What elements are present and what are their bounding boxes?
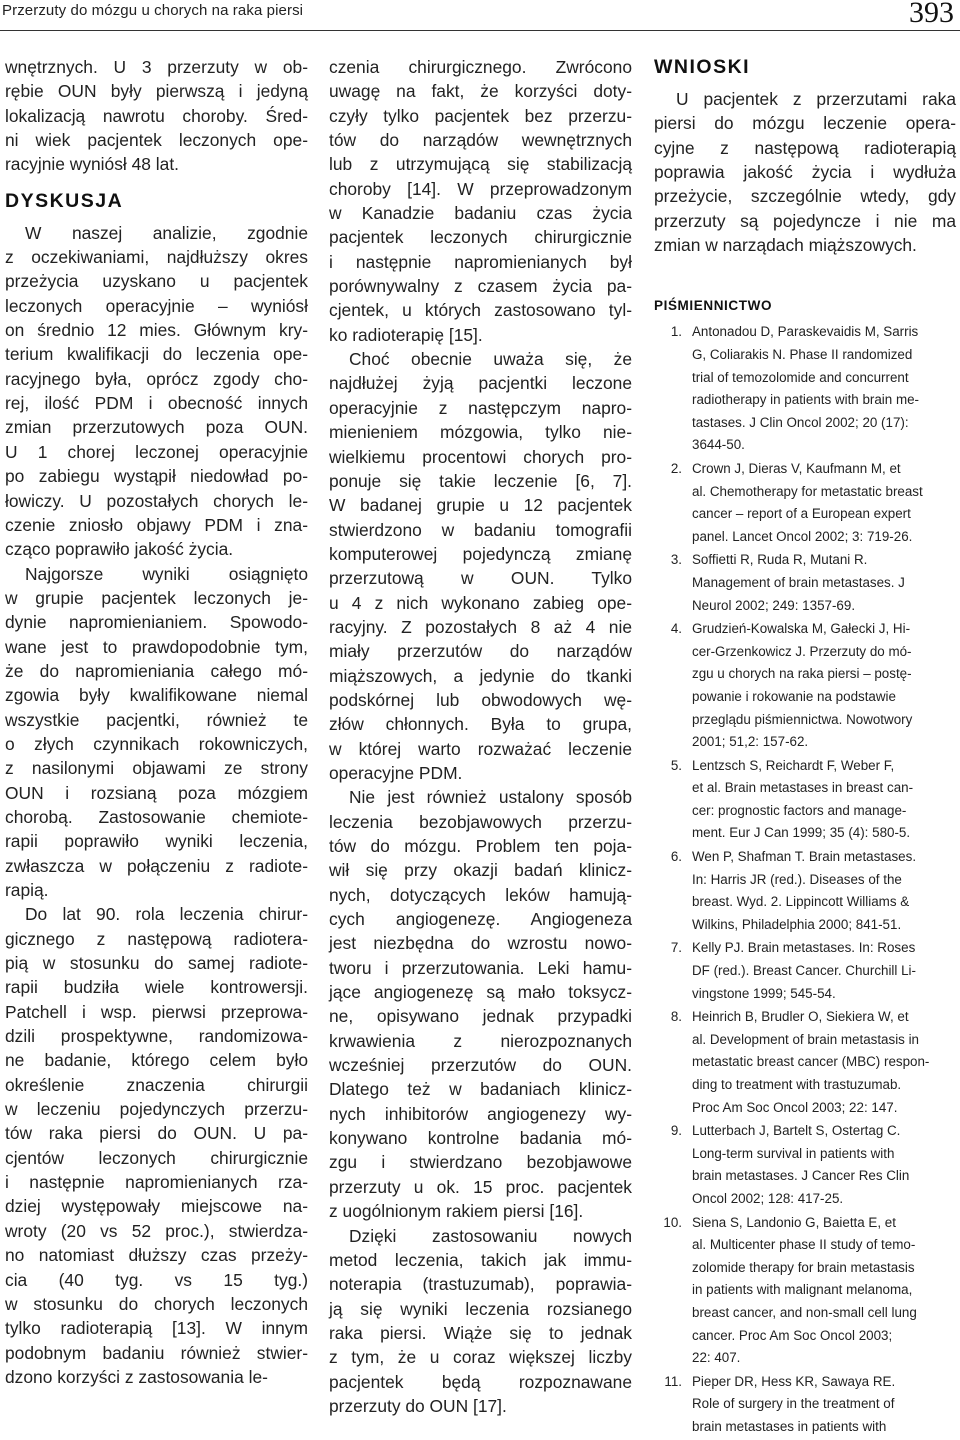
reference-number: 5.	[670, 757, 682, 773]
reference-line: et al. Brain metastases in breast can-	[692, 780, 914, 796]
section-heading-dyskusja: DYSKUSJA	[5, 189, 124, 212]
text-line: lub z utrzymującą się stabilizacją	[329, 154, 632, 175]
text-line: wszystkie pacjentki, również te	[5, 709, 308, 730]
text-line: określenie znaczenia chirurgii	[5, 1074, 308, 1095]
text-line: chorobą. Zastosowanie chemiote-	[5, 806, 308, 827]
reference-text	[682, 937, 956, 1005]
reference-number: 4.	[670, 621, 682, 637]
text-line: metod leczenia, takich jak immu-	[329, 1249, 632, 1270]
reference-line: G, Coliarakis N. Phase II randomized	[692, 347, 913, 362]
column-3	[654, 55, 956, 1440]
text-line: konywano kontrolne badania mó-	[329, 1128, 632, 1149]
text-line: Dlatego też w badaniach klinicz-	[329, 1079, 632, 1100]
text-line: wił się przy okazji badań klinicz-	[329, 860, 632, 881]
reference-list	[654, 321, 956, 1438]
reference-text	[682, 1371, 956, 1439]
reference-line: brain metastases in patients with	[692, 1418, 887, 1434]
text-line: jest niezbędna do wzrostu nowo-	[329, 933, 632, 954]
reference-item	[654, 1371, 956, 1439]
text-line: cia (40 tyg. vs 15 tyg.)	[5, 1269, 308, 1290]
reference-line: Crown J, Dieras V, Kaufmann M, et	[692, 460, 901, 476]
reference-line: cancer – report of a European expert	[692, 506, 911, 522]
text-line: leczenia bezobjawowych przerzu-	[329, 811, 632, 832]
text-line: czenie zniosło objawy PDM i zna-	[5, 514, 308, 535]
reference-line: przeglądu piśmiennictwa. Nowotwory	[692, 711, 913, 727]
text-line: ne, opisywano jednak przypadki	[329, 1006, 632, 1027]
text-line: miały przerzutów do narządów	[329, 641, 632, 662]
text-line: W naszej analizie, zgodnie	[25, 222, 308, 243]
reference-line: brain metastases. J Cancer Res Clin	[692, 1168, 910, 1184]
text-line: z uogólnionym rakiem piersi [16].	[329, 1201, 584, 1222]
text-line: wcześniej przerzutów do OUN.	[329, 1055, 632, 1076]
text-line: mienieniem mózgowia, tylko nie-	[329, 422, 632, 443]
text-line: zmian w narządach miąższowych.	[654, 235, 917, 256]
text-line: przerzuty są pojedyncze i nie ma	[654, 210, 956, 231]
text-line: pią w stosunku do samej radiote-	[5, 953, 308, 974]
text-line: dynie napromienianiem. Spowodo-	[5, 612, 308, 633]
text-line: racyjnego była, oprócz zgody cho-	[5, 368, 308, 389]
text-line: dzili prospektywne, randomizowa-	[5, 1026, 308, 1047]
text-line: cyjne z następową radioterapią	[654, 137, 956, 158]
column-2	[329, 55, 632, 1418]
text-line: przeżycia uzyskano u pacjentek	[5, 271, 308, 292]
text-line: z tym, że u coraz większej liczby	[329, 1347, 632, 1368]
reference-line: Grudzień-Kowalska M, Gałecki J, Hi-	[692, 621, 911, 637]
page-number: 393	[909, 0, 954, 29]
reference-text	[682, 1006, 956, 1119]
reference-line: Wilkins, Philadelphia 2000; 841-51.	[692, 916, 902, 932]
text-line: zmian przerzutowych poza OUN.	[5, 417, 308, 438]
text-line: łowiczy. U pozostałych chorych le-	[5, 490, 308, 511]
text-line: choroby [14]. W przeprowadzonym	[329, 178, 632, 199]
reference-line: panel. Lancet Oncol 2002; 3: 719-26.	[692, 528, 913, 544]
text-line: lokalizacją nawrotu choroby. Śred-	[5, 105, 308, 126]
reference-line: Long-term survival in patients with	[692, 1145, 895, 1161]
reference-line: trial of temozolomide and concurrent	[692, 369, 909, 385]
text-line: ni wiek pacjentek leczonych ope-	[5, 130, 308, 151]
text-line: rębie OUN były pierwszą i jedyną	[5, 81, 308, 102]
text-line: po zabiegu wystąpił niedowład po-	[5, 466, 308, 487]
reference-number: 7.	[670, 940, 682, 956]
reference-text	[682, 618, 956, 754]
text-line: dziej występowały miejscowe na-	[5, 1196, 308, 1217]
text-line: ponuje się takie leczenie [6, 7].	[329, 470, 632, 491]
references-heading: PIŚMIENNICTWO	[654, 298, 773, 314]
text-line: przerzuty u ok. 15 proc. pacjentek	[329, 1176, 632, 1197]
text-line: przeżycie, szczególnie wtedy, gdy	[654, 186, 956, 207]
text-line: poprawia jakość życia i wydłuża	[654, 162, 956, 183]
text-line: leczonych operacyjnie – wyniósł	[5, 295, 308, 316]
text-line: w leczeniu pojedynczych przerzu-	[5, 1099, 308, 1120]
discussion-paragraph-7	[329, 1224, 632, 1419]
reference-item	[654, 321, 956, 457]
reference-line: 22: 407.	[692, 1350, 741, 1366]
text-line: u 4 z nich wykonano zabieg ope-	[329, 592, 632, 613]
reference-line: in patients with malignant melanoma,	[692, 1282, 913, 1298]
text-line: rapii poprawiło wyniki leczenia,	[5, 831, 308, 852]
reference-line: Oncol 2002; 128: 417-25.	[692, 1190, 844, 1206]
text-line: Do lat 90. rola leczenia chirur-	[25, 904, 308, 925]
text-line: i następnie napromienianych rza-	[5, 1172, 308, 1193]
reference-number: 3.	[670, 552, 682, 568]
discussion-paragraph-4	[329, 55, 632, 347]
text-line: krwawienia z nierozpoznanych	[329, 1030, 632, 1051]
text-line: Choć obecnie uważa się, że	[349, 349, 632, 370]
intro-paragraph	[5, 55, 308, 177]
page-header	[0, 0, 960, 31]
text-line: komputerowej pojedynczą zmianę	[329, 543, 632, 564]
reference-number: 6.	[670, 849, 682, 865]
reference-item	[654, 618, 956, 754]
reference-line: tastases. J Clin Oncol 2002; 20 (17):	[692, 414, 909, 430]
reference-number: 11.	[664, 1373, 682, 1389]
reference-item	[654, 458, 956, 548]
text-line: nych inhibitorów angiogenezy wy-	[329, 1103, 632, 1124]
reference-line: Lentzsch S, Reichardt F, Weber F,	[692, 757, 895, 773]
reference-text	[682, 755, 956, 845]
text-line: wroty (20 vs 52 proc.), stwierdza-	[5, 1220, 308, 1241]
reference-line: zolomide therapy for brain metastasis	[692, 1259, 915, 1275]
text-line: U 1 chorej leczonej operacyjnie	[5, 441, 308, 462]
running-title: Przerzuty do mózgu u chorych na raka piersi	[2, 2, 304, 19]
text-line: ją się wyniki leczenia rozsianego	[329, 1298, 632, 1319]
text-line: tów do mózgu. Problem ten poja-	[329, 836, 632, 856]
reference-text	[682, 458, 956, 548]
reference-line: Role of surgery in the treatment of	[692, 1396, 895, 1412]
discussion-paragraph-3	[5, 902, 308, 1389]
reference-line: cer-Grzenkowicz J. Przerzuty do mó-	[692, 643, 912, 659]
text-line: czenia chirurgicznego. Zwrócono	[329, 57, 632, 77]
discussion-paragraph-2	[5, 562, 308, 903]
text-line: operacyjnie z następczym napro-	[329, 397, 632, 418]
text-line: Patchell i wsp. pierwsi przeprowa-	[5, 1001, 308, 1022]
text-line: w stosunku do chorych leczonych	[5, 1293, 308, 1314]
text-line: raka piersi. Wiąże się to jednak	[329, 1322, 632, 1343]
reference-line: Antonadou D, Paraskevaidis M, Sarris	[692, 324, 919, 340]
reference-line: In: Harris JR (red.). Diseases of the	[692, 871, 902, 887]
reference-line: ding to treatment with trastuzumab.	[692, 1077, 902, 1092]
text-line: pacjentek leczonych chirurgicznie	[329, 227, 632, 248]
column-1	[5, 55, 308, 1389]
reference-line: ment. Eur J Can 1999; 35 (4): 580-5.	[692, 825, 911, 841]
reference-item	[654, 549, 956, 617]
reference-item	[654, 846, 956, 936]
text-line: wane jest to prawdopodobnie tym,	[5, 636, 308, 657]
text-line: podobnym badaniu również stwier-	[5, 1342, 308, 1363]
text-line: Nie jest również ustalony sposób	[349, 787, 632, 808]
text-line: Najgorsze wyniki osiągnięto	[25, 563, 308, 584]
text-line: terium kwalifikacji do leczenia ope-	[5, 344, 308, 365]
reference-line: Kelly PJ. Brain metastases. In: Roses	[692, 940, 916, 956]
text-line: zgowia były kwalifikowane niemal	[5, 685, 308, 706]
text-line: jące angiogenezę są mało toksycz-	[329, 982, 632, 1003]
text-line: tów do narządów wewnętrznych	[329, 130, 632, 151]
reference-line: al. Chemotherapy for metastatic breast	[692, 483, 923, 499]
text-line: o złych czynnikach rokowniczych,	[5, 733, 308, 754]
text-line: cjentek, u których zastosowano tyl-	[329, 300, 632, 321]
section-heading-wnioski: WNIOSKI	[654, 56, 751, 78]
text-line: ko radioterapię [15].	[329, 324, 483, 345]
reference-line: al. Multicenter phase II study of temo-	[692, 1237, 916, 1253]
reference-line: Pieper DR, Hess KR, Sawaya RE.	[692, 1373, 896, 1389]
reference-line: zgu u chorych na raka piersi – postę-	[692, 666, 912, 682]
text-line: rapią.	[5, 880, 49, 900]
text-line: czyły tylko pacjentek bez przerzu-	[329, 105, 632, 126]
reference-number: 10.	[663, 1214, 682, 1230]
text-line: nych, dotyczących leków hamują-	[329, 884, 632, 905]
text-line: gicznego z następową radiotera-	[5, 928, 308, 949]
text-line: racyjny. Z pozostałych 8 aż 4 nie	[329, 616, 632, 637]
reference-line: cancer. Proc Am Soc Oncol 2003;	[692, 1327, 893, 1343]
text-line: przerzutową w OUN. Tylko	[329, 568, 632, 589]
text-line: dzono korzyści z zastosowania le-	[5, 1366, 268, 1387]
text-line: najdłużej żyją pacjentki leczone	[329, 373, 632, 394]
text-line: miąższowych, a jedynie do tkanki	[329, 665, 632, 686]
reference-line: breast. Wyd. 2. Lippincott Williams &	[692, 894, 910, 910]
text-line: porównywalny z czasem życia pa-	[329, 276, 632, 297]
reference-item	[654, 755, 956, 845]
reference-line: metastatic breast cancer (MBC) respon-	[692, 1054, 930, 1070]
reference-text	[682, 846, 956, 936]
reference-line: Lutterbach J, Bartelt S, Ostertag C.	[692, 1123, 901, 1139]
reference-line: radiotherapy in patients with brain me-	[692, 392, 920, 408]
text-line: uwagę na fakt, że korzyści doty-	[329, 81, 632, 102]
reference-line: powanie i rokowanie na podstawie	[692, 688, 896, 704]
discussion-paragraph-6	[329, 785, 632, 1223]
reference-line: Proc Am Soc Oncol 2003; 22: 147.	[692, 1099, 898, 1115]
reference-line: breast cancer, and non-small cell lung	[692, 1304, 917, 1320]
text-line: złów chłonnych. Była to grupa,	[329, 714, 632, 735]
reference-text	[682, 1212, 956, 1370]
text-line: podskórnej lub obwodowych wę-	[329, 689, 632, 710]
reference-number: 1.	[670, 324, 682, 340]
text-line: operacyjne PDM.	[329, 762, 463, 783]
reference-line: Soffietti R, Ruda R, Mutani R.	[692, 552, 868, 568]
text-line: Dzięki zastosowaniu nowych	[349, 1225, 632, 1246]
reference-line: Siena S, Landonio G, Baietta E, et	[692, 1214, 896, 1230]
text-line: z oczekiwaniami, najdłuższy okres	[5, 247, 308, 268]
reference-line: Neurol 2002; 249: 1357-69.	[692, 597, 856, 613]
conclusions-paragraph	[654, 87, 956, 257]
reference-line: Wen P, Shafman T. Brain metastases.	[692, 849, 917, 865]
text-line: noterapia (trastuzumab), poprawia-	[329, 1274, 632, 1295]
text-line: cjentów leczonych chirurgicznie	[5, 1147, 308, 1168]
reference-line: DF (red.). Breast Cancer. Churchill Li-	[692, 963, 916, 979]
text-line: w Kanadzie badaniu czas życia	[329, 203, 632, 224]
reference-line: al. Development of brain metastasis in	[692, 1031, 920, 1047]
text-line: stwierdzono w badaniu tomografii	[329, 519, 632, 540]
reference-line: Heinrich B, Brudler O, Siekiera W, et	[692, 1009, 909, 1025]
text-line: w grupie pacjentek leczonych je-	[5, 587, 308, 608]
text-line: wnętrznych. U 3 przerzuty w ob-	[5, 57, 308, 77]
discussion-paragraph-5	[329, 347, 632, 785]
text-line: piersi do mózgu leczenie opera-	[654, 113, 956, 134]
text-line: zwłaszcza w połączeniu z radiote-	[5, 855, 308, 876]
reference-text	[682, 1120, 956, 1210]
reference-line: 3644-50.	[692, 437, 745, 453]
text-line: wielkiemu procentowi chorych pro-	[329, 446, 632, 467]
reference-line: cer: prognostic factors and manage-	[692, 802, 907, 818]
reference-item	[654, 1006, 956, 1119]
text-line: cząco poprawiło jakość życia.	[5, 539, 234, 560]
text-line: z nasilonymi objawami ze strony	[5, 758, 308, 779]
text-line: rapii budziła wiele kontrowersji.	[5, 977, 308, 998]
reference-text	[682, 321, 956, 457]
text-line: OUN i rozsianą poza mózgiem	[5, 782, 308, 803]
text-line: W badanej grupie u 12 pacjentek	[329, 495, 632, 516]
text-line: że do napromieniania całego mó-	[5, 660, 308, 681]
text-line: racyjnie wyniósł 48 lat.	[5, 154, 179, 175]
reference-number: 9.	[670, 1123, 682, 1139]
reference-item	[654, 937, 956, 1005]
reference-number: 2.	[670, 460, 682, 476]
text-line: rej, ilość PDM i obecność innych	[5, 393, 308, 414]
text-line: ne badanie, którego celem było	[5, 1050, 308, 1071]
discussion-paragraph-1	[5, 221, 308, 562]
reference-item	[654, 1120, 956, 1210]
reference-line: vingstone 1999; 545-54.	[692, 985, 836, 1001]
text-line: on średnio 12 mies. Głównym kry-	[5, 320, 308, 341]
text-line: tów raka piersi do OUN. U pa-	[5, 1123, 308, 1144]
text-line: no natomiast dłuższy czas przeży-	[5, 1245, 308, 1266]
text-line: tworu i przerzutowania. Leki hamu-	[329, 957, 632, 978]
text-line: i następnie napromienianych był	[329, 251, 632, 272]
reference-number: 8.	[670, 1009, 682, 1025]
text-line: w której warto rozważać leczenie	[329, 738, 632, 759]
text-line: cych angiogenezę. Angiogeneza	[329, 909, 632, 930]
reference-line: 2001; 51,2: 157-62.	[692, 734, 809, 750]
text-line: zgu i stwierdzano bezobjawowe	[329, 1152, 632, 1173]
reference-line: Management of brain metastases. J	[692, 574, 905, 590]
reference-text	[682, 549, 956, 617]
text-line: tylko radioterapią [13]. W innym	[5, 1318, 308, 1339]
reference-item	[654, 1212, 956, 1370]
text-line: przerzuty do OUN [17].	[329, 1395, 507, 1416]
text-line: pacjentek będą rozpoznawane	[329, 1371, 632, 1392]
text-line: U pacjentek z przerzutami raka	[676, 89, 956, 109]
